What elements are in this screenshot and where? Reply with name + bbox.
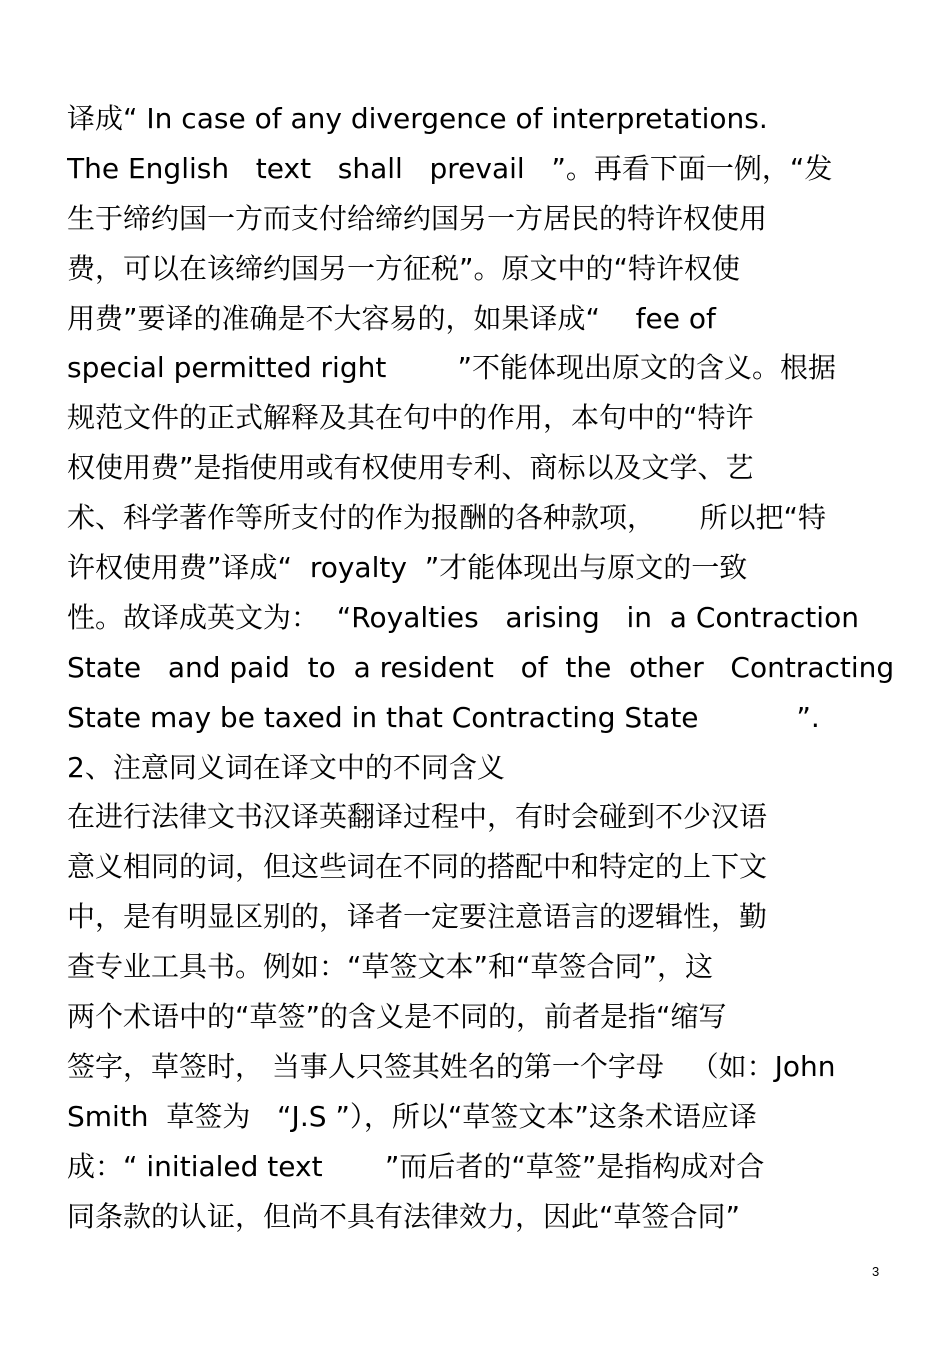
text-line-5: 用费”要译的准确是不大容易的，如果译成“ fee of	[67, 301, 716, 335]
text-line-17: 中，是有明显区别的，译者一定要注意语言的逻辑性，勤	[67, 900, 768, 934]
text-line-15: 在进行法律文书汉译英翻译过程中，有时会碰到不少汉语	[67, 800, 768, 834]
body-text	[67, 94, 907, 1241]
text-line-22: 成：“ initialed text ”而后者的“草签”是指构成对合	[67, 1149, 765, 1183]
text-line-20: 签字，草签时， 当事人只签其姓名的第一个字母 （如：John	[67, 1049, 836, 1083]
text-line-8: 权使用费”是指使用或有权使用专利、商标以及文学、艺	[67, 451, 754, 485]
page-number: 3	[872, 1264, 880, 1279]
text-line-13: State may be taxed in that Contracting State ”.	[67, 700, 820, 734]
text-line-16: 意义相同的词，但这些词在不同的搭配中和特定的上下文	[67, 850, 768, 884]
text-line-2: The English text shall prevail ”。再看下面一例，“发	[67, 151, 833, 185]
text-line-11: 性。故译成英文为： “Royalties arising in a Contraction	[67, 600, 859, 634]
text-line-19: 两个术语中的“草签”的含义是不同的，前者是指“缩写	[67, 1000, 727, 1034]
text-line-21: Smith 草签为 “J.S ”），所以“草签文本”这条术语应译	[67, 1099, 757, 1133]
text-line-1: 译成“ In case of any divergence of interpretations.	[67, 102, 768, 135]
text-line-12: State and paid to a resident of the other Contracting	[67, 650, 895, 684]
text-line-9: 术、科学著作等所支付的作为报酬的各种款项， 所以把“特	[67, 501, 827, 535]
text-line-10: 许权使用费”译成“ royalty ”才能体现出与原文的一致	[67, 551, 748, 585]
text-line-23: 同条款的认证，但尚不具有法律效力，因此“草签合同”	[67, 1199, 741, 1233]
text-line-4: 费，可以在该缔约国另一方征税”。原文中的“特许权使	[67, 251, 741, 285]
text-line-3: 生于缔约国一方而支付给缔约国另一方居民的特许权使用	[67, 201, 768, 235]
section-heading: 2、注意同义词在译文中的不同含义	[67, 750, 505, 784]
text-line-6: special permitted right ”不能体现出原文的含义。根据	[67, 351, 837, 385]
text-line-7: 规范文件的正式解释及其在句中的作用，本句中的“特许	[67, 401, 754, 435]
text-line-18: 查专业工具书。例如：“草签文本”和“草签合同”，这	[67, 950, 714, 984]
